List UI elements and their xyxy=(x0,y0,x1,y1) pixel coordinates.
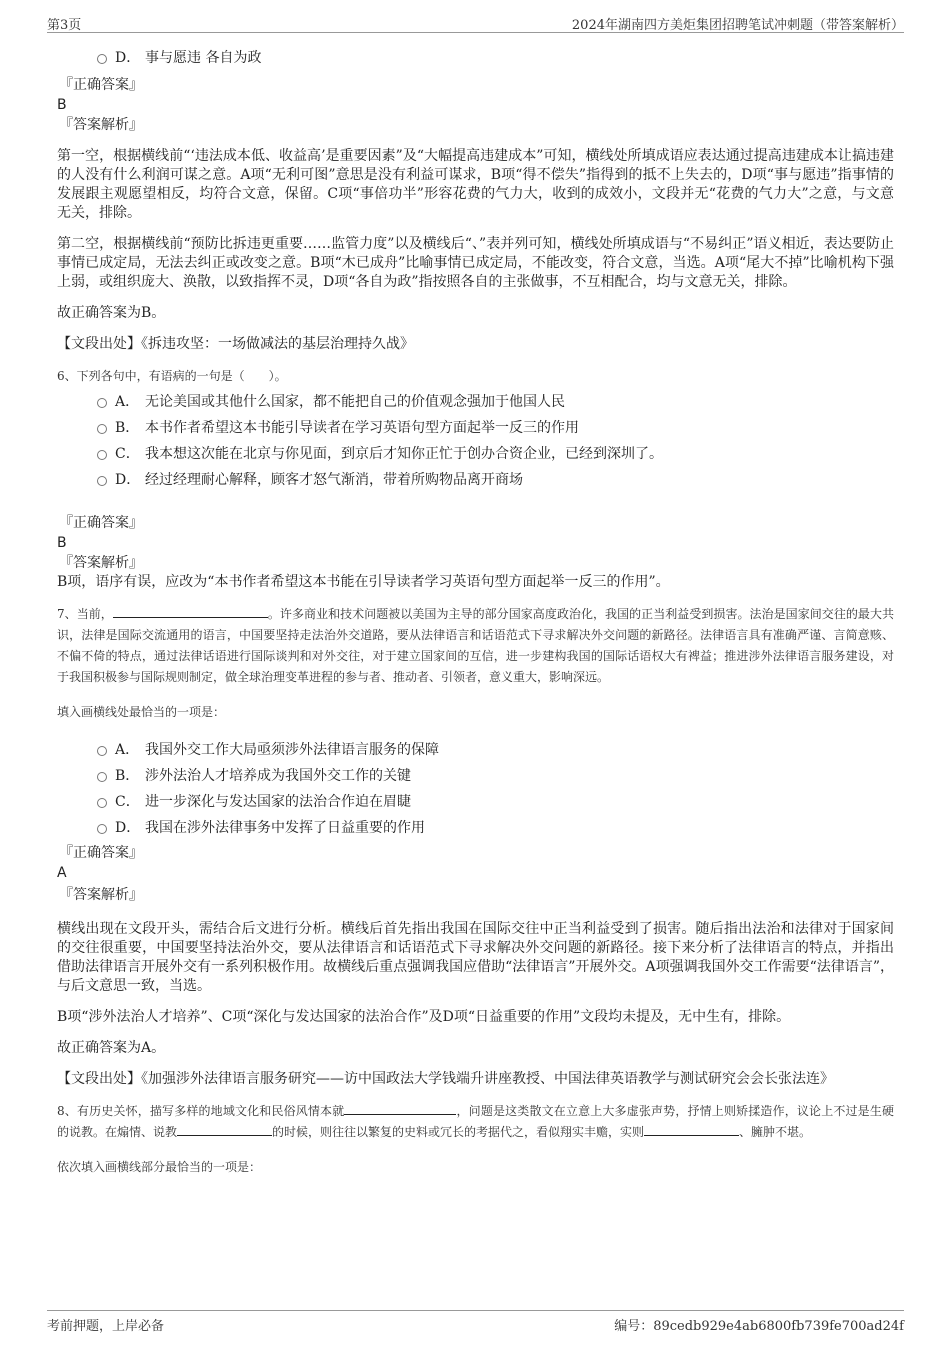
q6-option-a[interactable] xyxy=(57,389,894,415)
option-text: 涉外法治人才培养成为我国外交工作的关键 xyxy=(145,768,411,784)
radio-icon[interactable] xyxy=(97,798,107,808)
option-text: 无论美国或其他什么国家，都不能把自己的价值观念强加于他国人民 xyxy=(145,394,565,410)
answer-tag: 『正确答案』 xyxy=(59,515,143,531)
stem-part: 的时候，则往往以繁复的史料或冗长的考据代之，看似翔实丰赡，实则 xyxy=(272,1125,645,1139)
stem-rest: 。许多商业和技术问题被以美国为主导的部分国家高度政治化，我国的正当利益受到损害。法治是国家间交往的最大共识，法律是国际交流通用的语言，中国要坚持走法治外交道路，要从法律语言和话语范式下寻求解决外交问题的新路径。法律语言具有准确严谨、言简意赅、不偏不倚的特点，通过法律话语进行国际谈判和对外交往，对于建立国家间的互信，进一步建构我国的国际话语权大有裨益；推进涉外法律语言服务建设，对于我国积极参与国际规则制定，做全球治理变革进程的参与者、推动者、引领者，意义重大，影响深远。 xyxy=(57,607,894,684)
fill-blank xyxy=(177,1122,272,1136)
analysis-paragraph: B项“涉外法治人才培养”、C项“深化与发达国家的法治合作”及D项“日益重要的作用”文段均未提及，无中生有，排除。 xyxy=(57,1009,791,1025)
correct-answer: A xyxy=(57,865,67,881)
fill-blank xyxy=(344,1101,456,1115)
analysis-paragraph: 横线出现在文段开头，需结合后文进行分析。横线后首先指出我国在国际交往中正当利益受到了损害。随后指出法治和法律对于国家间的交往很重要，中国要坚持法治外交，要从法律语言和话语范式下寻求解决外交问题的新路径。接下来分析了法律语言的特点，并指出借助法律语言开展外交有一系列积极作用。故横线后重点强调我国应借助“法律语言”开展外交。A项强调我国外交工作需要“法律语言”，与后文意思一致，当选。 xyxy=(57,921,894,994)
question-stem xyxy=(57,1101,894,1143)
option-label: A． xyxy=(115,394,140,410)
option-text: 进一步深化与发达国家的法治合作迫在眉睫 xyxy=(145,794,411,810)
q7-option-b[interactable] xyxy=(57,763,894,789)
q6-options xyxy=(57,389,894,493)
page-header xyxy=(47,12,904,33)
page-number: 第3页 xyxy=(47,18,82,33)
option-label: B． xyxy=(115,768,140,784)
radio-icon[interactable] xyxy=(97,424,107,434)
q7-option-a[interactable] xyxy=(57,737,894,763)
analysis-paragraph: B项，语序有误，应改为“本书作者希望这本书能在引导读者学习英语句型方面起举一反三的作用”。 xyxy=(57,574,670,590)
analysis-tag: 『答案解析』 xyxy=(59,117,143,133)
source-citation: 【文段出处】《加强涉外法律语言服务研究——访中国政法大学钱端升讲座教授、中国法律英语教学与测试研究会会长张法连》 xyxy=(57,1071,834,1087)
q5-option-d[interactable] xyxy=(57,45,894,71)
analysis-paragraph: 第二空，根据横线前“预防比拆违更重要……监管力度”以及横线后“、”表并列可知，横线处所填成语与“不易纠正”语义相近，表达要防止事情已成定局，无法去纠正或改变之意。B项“木已成舟”比喻事情已成定局，不能改变，符合文意，当选。A项“尾大不掉”比喻机构下强上弱，或组织庞大、涣散，以致指挥不灵，D项“各自为政”指按照各自的主张做事，不互相配合，均与文意无关，排除。 xyxy=(57,236,894,290)
radio-icon[interactable] xyxy=(97,476,107,486)
question-stem xyxy=(57,604,894,688)
radio-icon[interactable] xyxy=(97,746,107,756)
question-stem: 6、下列各句中，有语病的一句是（ ）。 xyxy=(57,369,287,383)
stem-start: 7、当前， xyxy=(57,607,113,621)
option-text: 我国外交工作大局亟须涉外法律语言服务的保障 xyxy=(145,742,439,758)
fill-blank xyxy=(644,1122,739,1136)
option-label: D． xyxy=(115,820,141,836)
answer-tag: 『正确答案』 xyxy=(59,77,143,93)
analysis-paragraph: 第一空，根据横线前“‘违法成本低、收益高’是重要因素”及“大幅提高违建成本”可知，横线处所填成语应表达通过提高违建成本让搞违建的人没有什么利润可谋之意。A项“无利可图”意思是没有利益可谋求，B项“得不偿失”指得到的抵不上失去的，D项“事与愿违”指事情的发展跟主观愿望相反，均符合文意，保留。C项“事倍功半”形容花费的气力大，收到的成效小，文段并无“花费的气力大”之意，与文意无关，排除。 xyxy=(57,148,894,221)
radio-icon[interactable] xyxy=(97,824,107,834)
stem-part: 、臃肿不堪。 xyxy=(739,1125,812,1139)
stem-part: ，问题是这类散文在立意上大多虚张声势，抒情上则矫揉造作，议论上不过是生硬的说教。在煽情、说教 xyxy=(57,1104,894,1139)
option-text: 本书作者希望这本书能引导读者在学习英语句型方面起举一反三的作用 xyxy=(145,420,579,436)
option-text: 经过经理耐心解释，顾客才怒气渐消，带着所购物品离开商场 xyxy=(145,472,523,488)
q6-option-d[interactable] xyxy=(57,467,894,493)
q6-option-b[interactable] xyxy=(57,415,894,441)
option-label: B． xyxy=(115,420,140,436)
q7-option-d[interactable] xyxy=(57,815,894,841)
document-body xyxy=(57,45,894,1178)
analysis-tag: 『答案解析』 xyxy=(59,555,143,571)
option-text: 事与愿违 各自为政 xyxy=(145,50,262,66)
radio-icon[interactable] xyxy=(97,450,107,460)
page-footer xyxy=(47,1310,904,1333)
document-title: 2024年湖南四方美炬集团招聘笔试冲刺题（带答案解析） xyxy=(571,18,904,33)
radio-icon[interactable] xyxy=(97,54,107,64)
conclusion: 故正确答案为A。 xyxy=(57,1040,166,1056)
option-label: D． xyxy=(115,50,141,66)
q7-option-c[interactable] xyxy=(57,789,894,815)
radio-icon[interactable] xyxy=(97,398,107,408)
q7-options xyxy=(57,737,894,841)
correct-answer: B xyxy=(57,97,67,113)
correct-answer: B xyxy=(57,535,67,551)
question-prompt: 填入画横线处最恰当的一项是： xyxy=(57,705,226,719)
option-label: D． xyxy=(115,472,141,488)
conclusion: 故正确答案为B。 xyxy=(57,305,166,321)
analysis-tag: 『答案解析』 xyxy=(59,887,143,903)
footer-slogan: 考前押题，上岸必备 xyxy=(47,1319,165,1334)
document-id: 编号：89cedb929e4ab6800fb739fe700ad24f xyxy=(614,1319,904,1334)
option-text: 我国在涉外法律事务中发挥了日益重要的作用 xyxy=(145,820,425,836)
answer-tag: 『正确答案』 xyxy=(59,845,143,861)
source-citation: 【文段出处】《拆违攻坚：一场做减法的基层治理持久战》 xyxy=(57,336,414,352)
q6-option-c[interactable] xyxy=(57,441,894,467)
option-text: 我本想这次能在北京与你见面，到京后才知你正忙于创办合资企业，已经到深圳了。 xyxy=(145,446,663,462)
radio-icon[interactable] xyxy=(97,772,107,782)
fill-blank xyxy=(113,604,268,618)
option-label: C． xyxy=(115,794,140,810)
stem-part: 8、有历史关怀，描写多样的地域文化和民俗风情本就 xyxy=(57,1104,345,1118)
option-label: A． xyxy=(115,742,140,758)
question-prompt: 依次填入画横线部分最恰当的一项是： xyxy=(57,1160,262,1174)
option-label: C． xyxy=(115,446,140,462)
